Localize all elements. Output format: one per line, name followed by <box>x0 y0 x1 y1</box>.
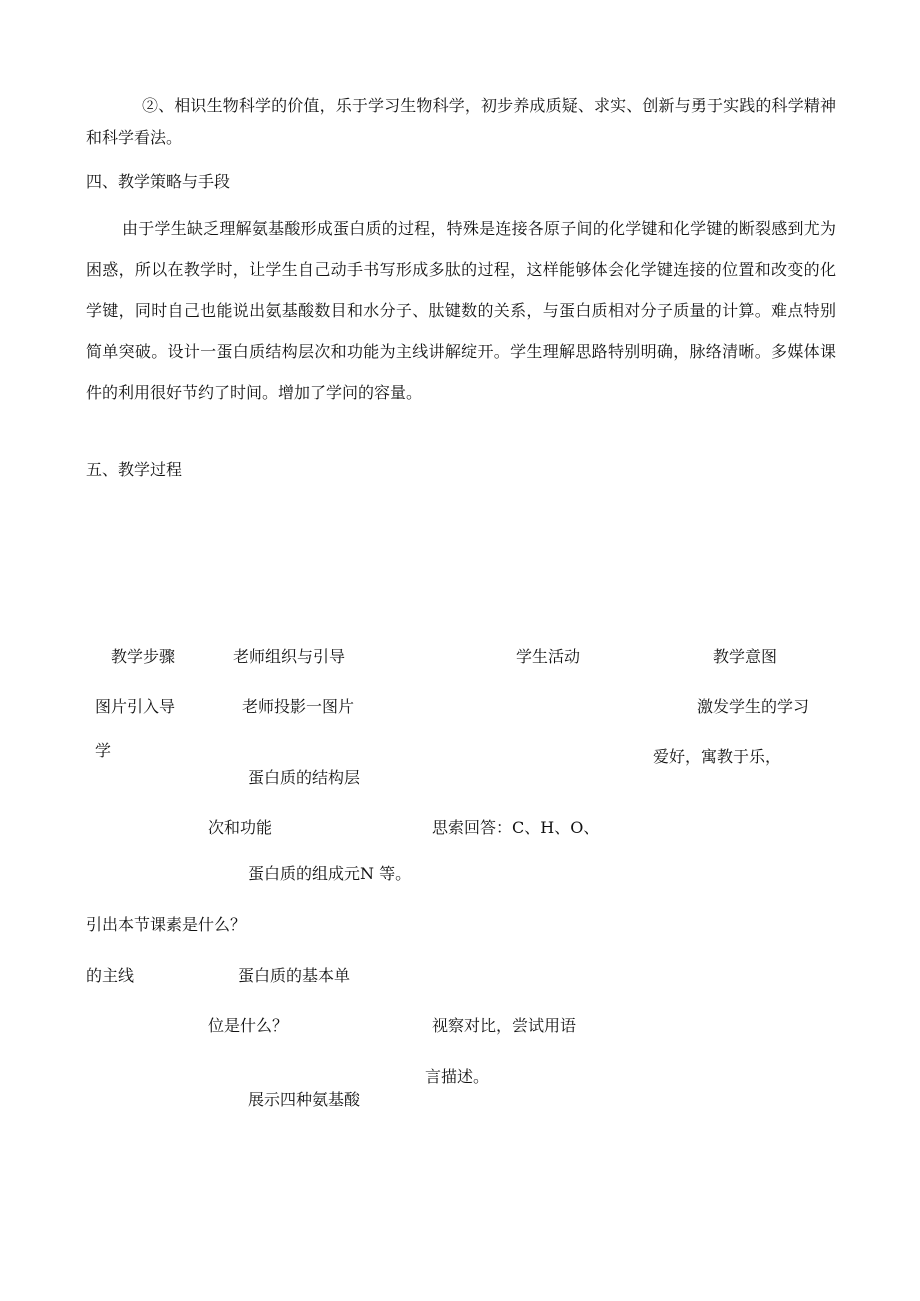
strategy-paragraph: 由于学生缺乏理解氨基酸形成蛋白质的过程，特殊是连接各原子间的化学键和化学键的断裂感到尤为困惑，所以在教学时，让学生自己动手书写形成多肽的过程，这样能够体会化学键连接的位置和改变的化学键，同时自己也能说出氨基酸数目和水分子、肽键数的关系，与蛋白质相对分子质量的计算。难点特别简单突破。设计一蛋白质结构层次和功能为主线讲解绽开。学生理解思路特别明确，脉络清晰。多媒体课件的利用很好节约了时间。增加了学问的容量。 <box>86 219 836 402</box>
table-header-intent: 教学意图 <box>713 647 778 666</box>
intro-paragraph: ②、相识生物科学的价值，乐于学习生物科学，初步养成质疑、求实、创新与勇于实践的科学精神和科学看法。 <box>86 96 836 147</box>
table-cell-teacher-2a: 蛋白质的结构层 <box>248 768 361 787</box>
table-cell-teacher-3: 蛋白质的组成元N 等。 <box>248 864 412 883</box>
table-cell-student-2: 思索回答：C、H、O、 <box>432 818 600 837</box>
section-heading-process: 五、教学过程 <box>86 460 183 479</box>
table-header-student: 学生活动 <box>516 647 581 666</box>
table-header-step: 教学步骤 <box>111 647 176 666</box>
table-cell-teacher-5b: 位是什么？ <box>208 1016 289 1035</box>
table-cell-step-4: 引出本节课素是什么？ <box>86 915 247 934</box>
table-cell-step-1b: 学 <box>95 741 112 760</box>
table-cell-student-5b: 言描述。 <box>425 1067 490 1086</box>
table-cell-intent-1b: 爱好，寓教于乐， <box>653 747 782 766</box>
table-cell-teacher-5a: 蛋白质的基本单 <box>238 966 351 985</box>
table-cell-step-5: 的主线 <box>86 966 135 985</box>
table-cell-teacher-2b: 次和功能 <box>208 818 273 837</box>
table-cell-step-1a: 图片引入导 <box>95 697 176 716</box>
table-cell-teacher-1: 老师投影一图片 <box>242 697 355 716</box>
table-header-teacher: 老师组织与引导 <box>233 647 346 666</box>
table-cell-teacher-6: 展示四种氨基酸 <box>248 1090 361 1109</box>
table-cell-intent-1a: 激发学生的学习 <box>697 697 810 716</box>
table-cell-student-5a: 视察对比，尝试用语 <box>432 1016 577 1035</box>
section-heading-strategy: 四、教学策略与手段 <box>86 172 231 191</box>
